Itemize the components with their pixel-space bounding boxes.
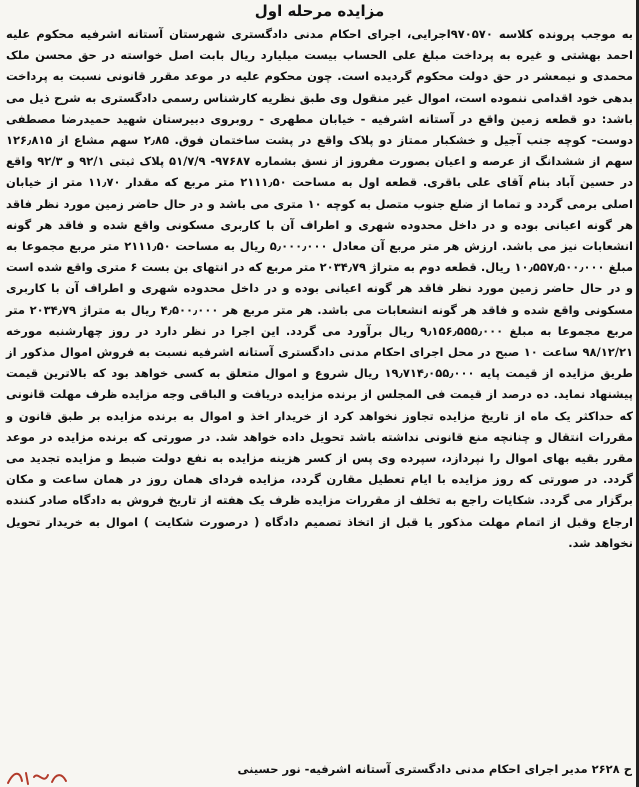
notice-body: به موجب پرونده کلاسه ۹۷۰۵۷۰اجرایی، اجرای احکام مدنی دادگستری شهرستان آستانه اشرفیه محکوم علیه احمد بهشتی و غیره به پرداخت مبلغ علی الحساب بیست میلیارد ریال بابت اصل خواسته در حق محسن ملک محمدی و نیمعشر در حق دولت محکوم گردیده است. چون محکوم علیه در موعد مقرر قانونی نسبت به پرداخت بدهی خود اقدامی ننموده است، اموال غیر منقول وی طبق نظریه کارشناس رسمی دادگستری به شرح ذیل می باشد: دو قطعه زمین واقع در آستانه اشرفیه - خیابان مطهری - روبروی دبیرستان شهید حمیدرضا مصطفی دوست- کوچه جنب آجیل و خشکبار ممتاز دو پلاک واقع در پشت ساختمان فوق. ۲٫۸۵ سهم مشاع از ۱۲۶٫۸۱۵ سهم از ششدانگ از عرصه و اعیان بصورت مفروز از نسق بشماره ۹۷۶۸۷- ۵۱/۷/۹ پلاک ثبتی ۹۲/۱ و ۹۲/۳ واقع در حسین آباد بنام آقای علی باقری. قطعه اول به مساحت ۲۱۱۱٫۵۰ متر مربع که مقدار ۱۱٫۷۰ متر از خیابان اصلی برمی گردد و تماما از ضلع جنوب متصل به کوچه ۱۰ متری می باشد و در حال حاضر زمین مورد نظر فاقد هر گونه اعیانی بوده و در داخل محدوده شهری و اطراف آن با کاربری مسکونی واقع شده و فاقد هر گونه انشعابات نیز می باشد. ارزش هر متر مربع آن معادل ۵٫۰۰۰٫۰۰۰ ریال به مساحت ۲۱۱۱٫۵۰ متر مربع مجموعا به مبلغ ۱۰٫۵۵۷٫۵۰۰٫۰۰۰ ریال. قطعه دوم به متراژ ۲۰۳۴٫۷۹ متر مربع که در انتهای بن بست ۶ متری واقع شده است و در حال حاضر زمین مورد نظر فاقد هر گونه اعیانی بوده و در داخل محدوده شهری و اطراف آن با کاربری مسکونی واقع شده و فاقد هر گونه انشعابات می باشد. هر متر مربع هر ۴٫۵۰۰٫۰۰۰ ریال به متراژ ۲۰۳۴٫۷۹ متر مربع مجموعا به مبلغ ۹٫۱۵۶٫۵۵۵٫۰۰۰ ریال برآورد می گردد. این اجرا در نظر دارد در روز چهارشنبه مورخه ۹۸/۱۲/۲۱ ساعت ۱۰ صبح در محل اجرای احکام مدنی دادگستری آستانه اشرفیه نسبت به فروش اموال مذکور از طریق مزایده از قیمت پایه ۱۹٫۷۱۴٫۰۵۵٫۰۰۰ ریال شروع و اموال متعلق به کسی خواهد بود که بالاترین قیمت پیشنهاد نماید. ده درصد از قیمت فی المجلس از برنده مزایده دریافت و الباقی وجه مزایده ظرف مهلت قانونی که حداکثر یک ماه از تاریخ مزایده تجاوز نخواهد کرد از خریدار اخذ و اموال به برنده مزایده بر طبق قانون و مقررات انتقال و چنانچه منع قانونی نداشته باشد تحویل داده خواهد شد. در صورتی که برنده مزایده در موعد مقرر بقیه بهای اموال را نپردازد، سپرده وی پس از کسر هزینه مزایده به نفع دولت ضبط و مزایده تجدید می گردد. در صورتی که روز مزایده با ایام تعطیل مقارن گردد، مزایده فردای همان روز در همان ساعت و مکان برگزار می گردد. شکایات راجع به تخلف از مقررات مزایده ظرف یک هفته از تاریخ فروش به دادگاه صادر کننده ارجاع وقبل از اتمام مهلت مذکور یا قبل از اتخاذ تصمیم دادگاه ( درصورت شکایت ) اموال به خریدار تحویل نخواهد شد. bbox=[6, 27, 634, 550]
handwritten-mark bbox=[4, 767, 74, 787]
notice-footer: ح ۲۶۲۸ مدیر اجرای احکام مدنی دادگستری آستانه اشرفیه- نور حسینی bbox=[237, 762, 632, 776]
notice-title: مزایده مرحله اول bbox=[254, 2, 385, 20]
